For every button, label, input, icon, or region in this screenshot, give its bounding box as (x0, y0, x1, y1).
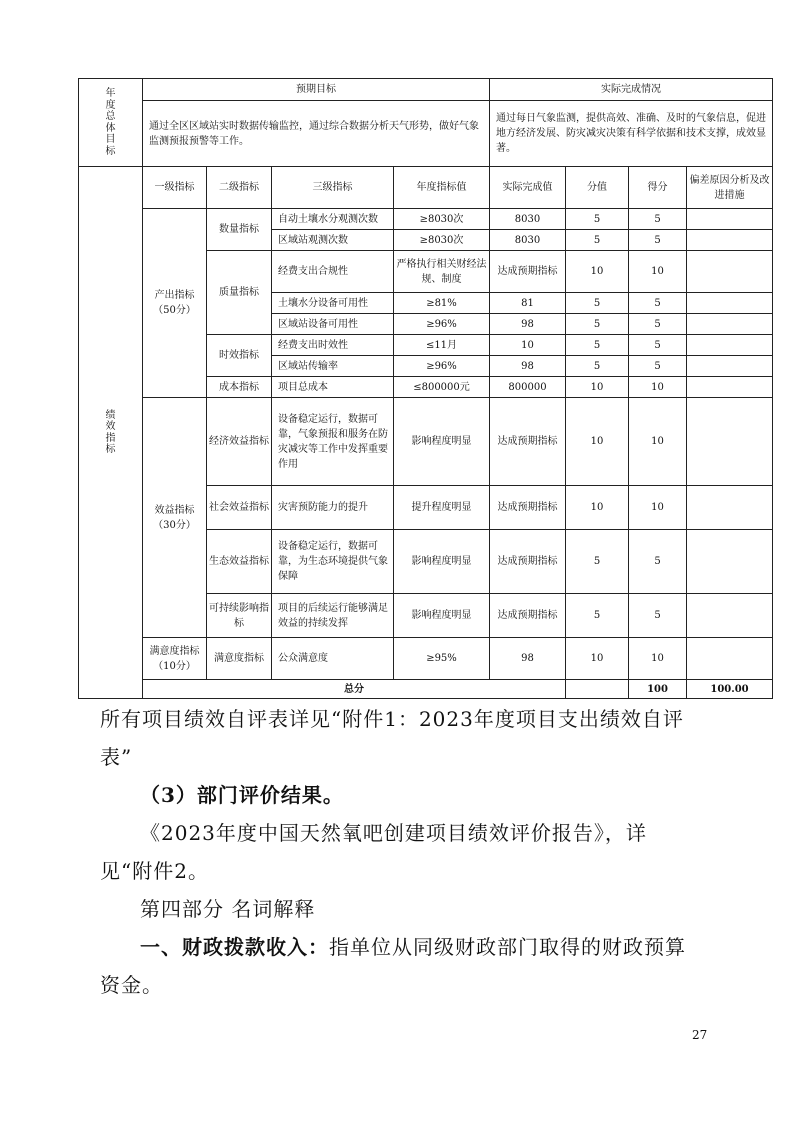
perf-label: 绩 效 指 标 (79, 167, 143, 699)
table-row-l3: 项目总成本 (272, 377, 394, 398)
table-row-score: 5 (566, 209, 629, 230)
table-row-note (687, 230, 773, 251)
table-row-l3: 经费支出时效性 (272, 335, 394, 356)
level2-timeliness: 时效指标 (207, 335, 272, 377)
table-row-target: 影响程度明显 (394, 398, 490, 486)
table-row-got: 10 (629, 638, 687, 680)
table-row-l3: 区域站观测次数 (272, 230, 394, 251)
table-row-score: 5 (566, 594, 629, 638)
table-row-actual: 10 (490, 335, 566, 356)
definition-text: 指单位从同级财政部门取得的财政预算资金。 (100, 935, 686, 997)
level2-ecological: 生态效益指标 (207, 530, 272, 594)
table-row-actual: 达成预期指标 (490, 594, 566, 638)
level2-cost: 成本指标 (207, 377, 272, 398)
header-cell: 实际完成值 (490, 167, 566, 209)
table-row-note (687, 594, 773, 638)
page-number: 27 (692, 1028, 708, 1042)
table-row-l3: 灾害预防能力的提升 (272, 486, 394, 530)
table-row-target: ≥81% (394, 293, 490, 314)
header-cell: 二级指标 (207, 167, 272, 209)
table-row-target: ≥8030次 (394, 209, 490, 230)
table-row-l3: 经费支出合规性 (272, 251, 394, 293)
table-row-l3: 公众满意度 (272, 638, 394, 680)
total-label: 总分 (143, 680, 566, 699)
para-attachment-2: 《2023年度中国天然氧吧创建项目绩效评价报告》，详见“附件2。 (100, 821, 647, 883)
para-definition-1 (100, 928, 700, 1004)
table-row-score: 5 (566, 335, 629, 356)
table-row-l3: 设备稳定运行，数据可靠，气象预报和服务在防灾减灾等工作中发挥重要作用 (272, 398, 394, 486)
table-row-got: 10 (629, 251, 687, 293)
table-row-note (687, 335, 773, 356)
table-row-target: 提升程度明显 (394, 486, 490, 530)
table-row-got: 10 (629, 486, 687, 530)
table-row-score: 5 (566, 530, 629, 594)
total-score: 100 (629, 680, 687, 699)
table-row-target: 严格执行相关财经法规、制度 (394, 251, 490, 293)
performance-table (78, 78, 773, 699)
actual-header: 实际完成情况 (490, 79, 773, 101)
header-cell: 一级指标 (143, 167, 207, 209)
table-row-got: 5 (629, 209, 687, 230)
header-cell: 偏差原因分析及改进措施 (687, 167, 773, 209)
actual-text: 通过每日气象监测，提供高效、准确、及时的气象信息，促进地方经济发展、防灾减灾决策有科学依据和技术支撑，成效显著。 (490, 101, 773, 167)
table-row-note (687, 293, 773, 314)
table-row-note (687, 314, 773, 335)
level2-satisfaction: 满意度指标 (207, 638, 272, 680)
table-row-score: 10 (566, 638, 629, 680)
table-row-score: 10 (566, 398, 629, 486)
table-row-target: ≥96% (394, 314, 490, 335)
table-row-actual: 达成预期指标 (490, 398, 566, 486)
table-row-actual: 8030 (490, 230, 566, 251)
header-cell: 分值 (566, 167, 629, 209)
table-row-got: 10 (629, 377, 687, 398)
level1-output: 产出指标（50分） (143, 209, 207, 398)
table-row-got: 5 (629, 594, 687, 638)
table-row-l3: 项目的后续运行能够满足效益的持续发挥 (272, 594, 394, 638)
para-attachment-1: 所有项目绩效自评表详见“附件1：2023年度项目支出绩效自评表” (100, 707, 684, 769)
header-cell: 得分 (629, 167, 687, 209)
level2-quality: 质量指标 (207, 251, 272, 335)
table-row-target: ≥8030次 (394, 230, 490, 251)
year-goal-label: 年 度 总 体 目 标 (79, 79, 143, 167)
level2-sustainable: 可持续影响指标 (207, 594, 272, 638)
table-row-got: 5 (629, 335, 687, 356)
table-row-score: 10 (566, 486, 629, 530)
level1-benefit: 效益指标（30分） (143, 398, 207, 638)
table-row-target: ≥95% (394, 638, 490, 680)
table-row-note (687, 486, 773, 530)
table-row-note (687, 356, 773, 377)
level2-economic: 经济效益指标 (207, 398, 272, 486)
level2-social: 社会效益指标 (207, 486, 272, 530)
table-row-got: 5 (629, 293, 687, 314)
table-row-actual: 达成预期指标 (490, 530, 566, 594)
table-row-actual: 达成预期指标 (490, 251, 566, 293)
expected-header: 预期目标 (143, 79, 490, 101)
table-row-got: 5 (629, 530, 687, 594)
table-row-actual: 800000 (490, 377, 566, 398)
header-cell: 年度指标值 (394, 167, 490, 209)
table-row-score: 10 (566, 251, 629, 293)
table-row-note (687, 251, 773, 293)
table-row-got: 5 (629, 314, 687, 335)
table-row-l3: 区域站传输率 (272, 356, 394, 377)
expected-text: 通过全区区域站实时数据传输监控，通过综合数据分析天气形势，做好气象监测预报预警等工作。 (143, 101, 490, 167)
table-row-got: 5 (629, 230, 687, 251)
definition-term: 一、财政拨款收入： (140, 935, 329, 959)
table-row-target: ≤800000元 (394, 377, 490, 398)
table-row-l3: 区域站设备可用性 (272, 314, 394, 335)
table-row-score: 5 (566, 293, 629, 314)
table-row-actual: 81 (490, 293, 566, 314)
level2-quantity: 数量指标 (207, 209, 272, 251)
table-row-got: 10 (629, 398, 687, 486)
table-row-target: ≤11月 (394, 335, 490, 356)
table-row-l3: 设备稳定运行，数据可靠，为生态环境提供气象保障 (272, 530, 394, 594)
table-row-score: 5 (566, 230, 629, 251)
table-row-target: 影响程度明显 (394, 530, 490, 594)
table-row-actual: 8030 (490, 209, 566, 230)
header-cell: 三级指标 (272, 167, 394, 209)
table-row-note (687, 209, 773, 230)
table-row-actual: 98 (490, 356, 566, 377)
table-row-target: ≥96% (394, 356, 490, 377)
table-row-l3: 自动土壤水分观测次数 (272, 209, 394, 230)
table-row-note (687, 398, 773, 486)
table-row-score: 5 (566, 356, 629, 377)
section-part-four: 第四部分 名词解释 (140, 897, 316, 921)
total-empty (566, 680, 629, 699)
total-got: 100.00 (687, 680, 773, 699)
table-row-note (687, 530, 773, 594)
section-dept-evaluation: （3）部门评价结果。 (140, 783, 344, 807)
table-row-l3: 土壤水分设备可用性 (272, 293, 394, 314)
table-row-got: 5 (629, 356, 687, 377)
table-row-actual: 98 (490, 314, 566, 335)
table-row-score: 5 (566, 314, 629, 335)
level1-satisfaction: 满意度指标（10分） (143, 638, 207, 680)
table-row-note (687, 377, 773, 398)
table-row-target: 影响程度明显 (394, 594, 490, 638)
table-row-actual: 达成预期指标 (490, 486, 566, 530)
table-row-note (687, 638, 773, 680)
table-row-actual: 98 (490, 638, 566, 680)
table-row-score: 10 (566, 377, 629, 398)
